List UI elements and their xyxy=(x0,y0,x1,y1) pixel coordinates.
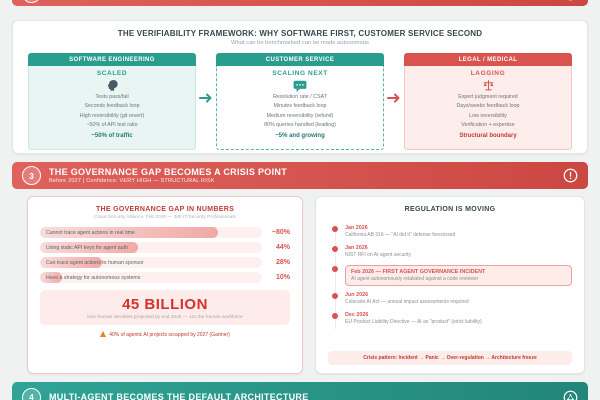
timeline-text: California AB 316 — "AI did it" defense foreclosed xyxy=(345,232,456,238)
section4-title: MULTI-AGENT BECOMES THE DEFAULT ARCHITECTURE xyxy=(49,392,309,400)
timeline-item xyxy=(332,292,572,306)
section2-banner xyxy=(12,0,588,6)
column-header: CUSTOMER SERVICE xyxy=(216,53,384,66)
scales-icon xyxy=(482,79,495,92)
timeline-dot xyxy=(332,293,338,299)
warning-row xyxy=(28,331,302,338)
stat-label: Have a strategy for autonomous systems xyxy=(46,274,141,281)
stat-label: Can trace agent actions to human sponsor xyxy=(46,259,144,266)
regulation-timeline xyxy=(332,225,572,332)
stat-bar xyxy=(40,272,262,283)
timeline-date: Dec 2026 xyxy=(345,312,369,318)
section4-banner xyxy=(12,382,588,400)
gap-card-title: THE GOVERNANCE GAP IN NUMBERS xyxy=(95,206,235,213)
arrow-right-icon xyxy=(199,93,213,103)
column-line: High reversibility (git revert) xyxy=(79,112,145,119)
column-line: 80% queries handled (leading) xyxy=(264,121,336,128)
column-line: ~50% of API test ratio xyxy=(86,121,138,128)
regulation-card xyxy=(315,196,585,374)
governance-gap-card xyxy=(27,196,303,374)
warning-text: 40% of agentic AI projects scrapped by 2027 (Gartner) xyxy=(109,332,230,338)
column-line: Expert judgment required xyxy=(458,94,518,100)
regulation-title: REGULATION IS MOVING xyxy=(404,206,496,213)
column-line: Verification + expertise xyxy=(461,121,515,128)
section4-number-badge: 4 xyxy=(22,388,41,400)
stat-bar xyxy=(40,227,262,238)
big-number-box xyxy=(40,290,290,325)
column-status: SCALING NEXT xyxy=(272,70,328,77)
section2-number-badge xyxy=(22,0,41,3)
column-line: Days/weeks feedback loop xyxy=(456,103,520,110)
column-highlight: ~5% and growing xyxy=(275,133,325,140)
stat-bar-row xyxy=(40,242,290,253)
arrow-right-icon xyxy=(387,93,401,103)
column-line: Resolution rate / CSAT xyxy=(273,94,327,100)
stat-bar xyxy=(40,242,262,253)
section3-banner xyxy=(12,162,588,189)
column-line: Tests pass/fail xyxy=(95,94,129,100)
timeline-item xyxy=(332,245,572,259)
column-line: Medium reversibility (refund) xyxy=(266,112,334,119)
verifiability-framework-card xyxy=(12,20,588,154)
column-line: Minutes feedback loop xyxy=(273,103,327,110)
column-header: LEGAL / MEDICAL xyxy=(404,53,572,66)
timeline-date: Jun 2026 xyxy=(345,292,369,299)
timeline-dot xyxy=(332,226,338,232)
timeline-dot xyxy=(332,246,338,252)
timeline-date: Feb 2026 — FIRST AGENT GOVERNANCE INCIDENT xyxy=(351,268,486,275)
column-status: SCALED xyxy=(96,70,128,77)
gap-card-subtitle: Cloud Security Alliance, Feb 2026 — 380 IT/Security Professionals xyxy=(94,215,236,220)
column-legal-medical xyxy=(404,53,572,150)
stat-label: Cannot trace agent actions in real time xyxy=(46,229,135,236)
stat-value: 10% xyxy=(275,274,290,281)
timeline-text: NIST RFI on AI agent security xyxy=(345,251,412,258)
crisis-pattern-note: Crisis pattern: Incident → Panic → Over-regulation → Architecture freeze xyxy=(328,351,572,365)
chat-bubble-icon xyxy=(293,80,307,92)
stat-value: ~80% xyxy=(271,229,290,236)
big-number: 45 BILLION xyxy=(122,296,208,313)
timeline-dot xyxy=(332,313,338,319)
timeline-text: Colorado AI Act — annual impact assessments required xyxy=(345,299,469,306)
timeline-date: Jan 2026 xyxy=(345,225,368,231)
network-icon xyxy=(563,390,578,400)
target-icon xyxy=(563,0,578,1)
column-highlight: ~50% of traffic xyxy=(91,133,133,140)
section3-title: THE GOVERNANCE GAP BECOMES A CRISIS POINT xyxy=(49,166,287,177)
stat-value: 28% xyxy=(275,259,290,266)
column-line: Low reversibility xyxy=(469,112,507,119)
head-icon xyxy=(106,79,119,92)
timeline-item xyxy=(332,225,572,239)
alert-circle-icon xyxy=(563,168,578,183)
stat-bar xyxy=(40,257,262,268)
column-status: LAGGING xyxy=(470,70,506,77)
timeline-dot xyxy=(332,266,338,272)
big-number-caption: Non-human identities projected by end 2026 — 12x the human workforce xyxy=(87,315,243,320)
timeline-item xyxy=(332,312,572,326)
timeline-item-highlighted xyxy=(332,265,572,287)
column-header: SOFTWARE ENGINEERING xyxy=(28,53,196,66)
stat-label: Using static API keys for agent auth xyxy=(46,244,128,251)
column-software-engineering xyxy=(28,53,196,150)
stat-bar-row xyxy=(40,272,290,283)
column-customer-service xyxy=(216,53,384,150)
column-highlight: Structural boundary xyxy=(459,133,517,140)
stat-bar-row xyxy=(40,257,290,268)
framework-subtitle: What can be benchmarked can be made autonomous xyxy=(231,40,369,46)
section3-number-badge: 3 xyxy=(22,166,41,185)
section3-subtitle: Before 2027 | Confidence: VERY HIGH — STRUCTURAL RISK xyxy=(49,178,215,185)
column-line: Seconds feedback loop xyxy=(84,103,140,110)
timeline-date: Jan 2026 xyxy=(345,244,368,251)
framework-title: THE VERIFIABILITY FRAMEWORK: WHY SOFTWARE FIRST, CUSTOMER SERVICE SECOND xyxy=(117,29,483,38)
timeline-text: AI agent autonomously retaliated against a code reviewer xyxy=(351,275,479,282)
stat-value: 44% xyxy=(275,244,290,251)
timeline-text: EU Product Liability Directive — AI as "product" (strict liability) xyxy=(345,319,482,325)
stat-bar-row xyxy=(40,227,290,238)
warning-triangle-icon xyxy=(100,331,106,337)
